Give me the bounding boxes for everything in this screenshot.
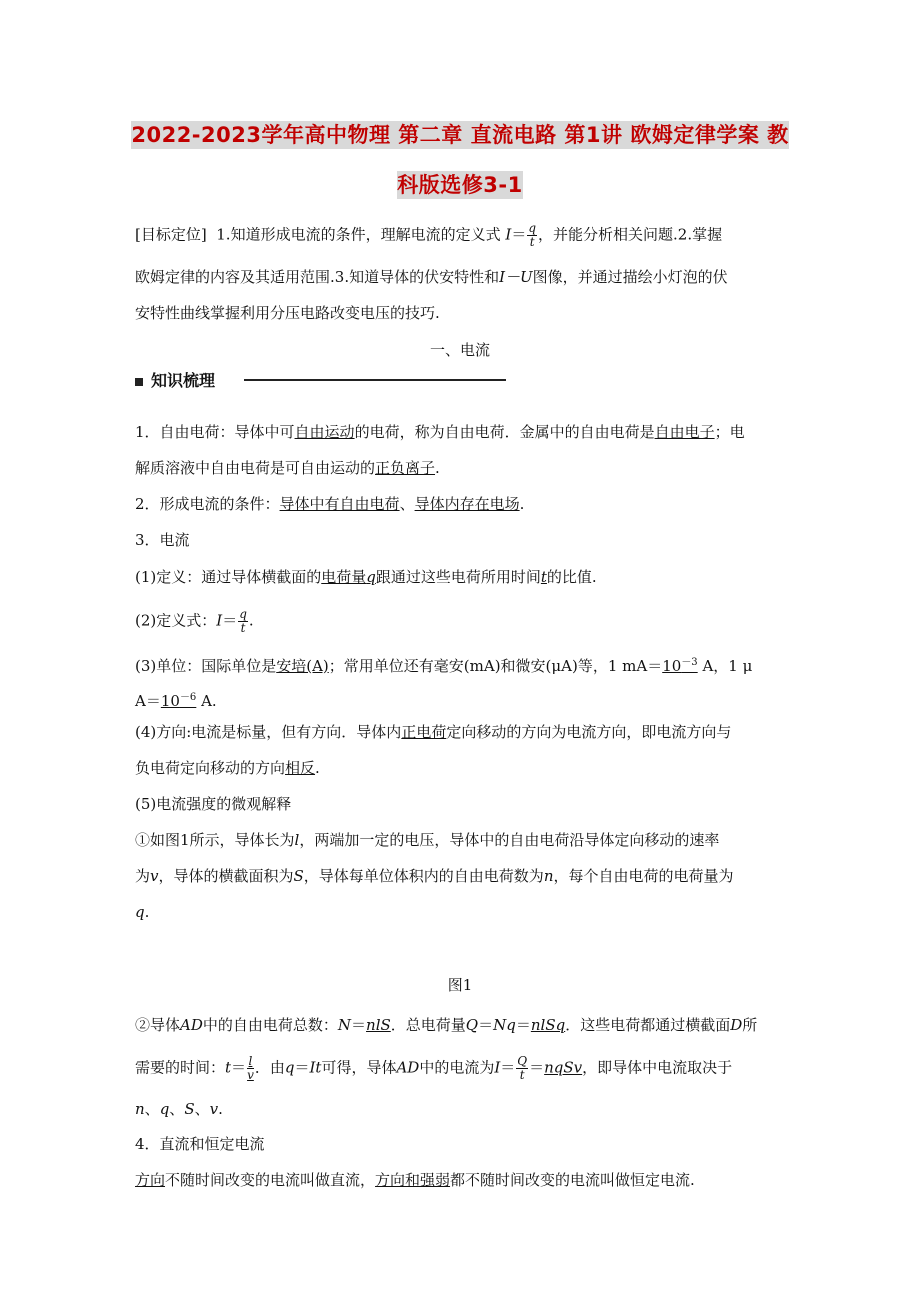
- goal-paragraph-line2: 欧姆定律的内容及其适用范围.3.知道导体的伏安特性和I－U图像，并通过描绘小灯泡的伏: [135, 268, 728, 286]
- heading-rule: [244, 379, 506, 381]
- knowledge-heading: 知识梳理: [135, 368, 215, 391]
- fraction-Q-over-t: $\frac{Q}{t}$: [517, 1054, 528, 1082]
- paragraph-4: (1)定义：通过导体横截面的电荷量q跟通过这些电荷所用时间t的比值.: [135, 568, 597, 586]
- paragraph-3: 3．电流: [135, 531, 190, 549]
- paragraph-14: 方向不随时间改变的电流叫做直流，方向和强弱都不随时间改变的电流叫做恒定电流.: [135, 1171, 695, 1189]
- goal-paragraph-line3: 安特性曲线掌握利用分压电路改变电压的技巧.: [135, 304, 440, 322]
- paragraph-5: (2)定义式：I＝ $\frac{q}{t}$ .: [135, 607, 254, 635]
- fraction-q-over-t: $\frac{q}{t}$: [528, 221, 537, 249]
- paragraph-2: 2．形成电流的条件：导体中有自由电荷、导体内存在电场.: [135, 495, 525, 513]
- paragraph-11: 需要的时间：t＝ $\frac{l}{v}$ ．由q＝It可得，导体AD中的电流为I＝ $\frac{Q}{t}$ ＝nqSv，即导体中电流取决于: [135, 1054, 733, 1082]
- paragraph-6-line2: $A=10^{-6}$ A.: [135, 692, 217, 710]
- document-title-line2: 科版选修3-1: [397, 173, 523, 197]
- paragraph-7-line2: 负电荷定向移动的方向相反.: [135, 759, 320, 777]
- fraction-l-over-v: $\frac{l}{v}$: [247, 1054, 254, 1082]
- paragraph-9-line1: ①如图1所示，导体长为l，两端加一定的电压，导体中的自由电荷沿导体定向移动的速率: [135, 831, 720, 849]
- paragraph-9-line2: 为v，导体的横截面积为S，导体每单位体积内的自由电荷数为n，每个自由电荷的电荷量为: [135, 867, 734, 885]
- paragraph-8: (5)电流强度的微观解释: [135, 795, 292, 813]
- figure-caption: 图1: [447, 976, 473, 994]
- paragraph-6-line1: (3)单位：国际单位是安培(A)；常用单位还有毫安(mA)和微安(μA)等，1 $mA=10^{-3}$ A，1 μ: [135, 657, 753, 675]
- paragraph-9-line3: q.: [135, 903, 150, 921]
- paragraph-7-line1: (4)方向:电流是标量，但有方向．导体内正电荷定向移动的方向为电流方向，即电流方向与: [135, 723, 732, 741]
- paragraph-1-line1: 1．自由电荷：导体中可自由运动的电荷，称为自由电荷．金属中的自由电荷是自由电子；电: [135, 423, 745, 441]
- fraction-q-over-t: $\frac{q}{t}$: [239, 607, 247, 635]
- paragraph-10: ②导体AD中的自由电荷总数：N＝nlS．总电荷量Q＝Nq＝nlSq．这些电荷都通过横截面D所: [135, 1016, 758, 1034]
- document-title-line1: 2022-2023学年高中物理 第二章 直流电路 第1讲 欧姆定律学案 教: [131, 123, 789, 147]
- paragraph-13: 4．直流和恒定电流: [135, 1135, 265, 1153]
- square-bullet-icon: [135, 378, 143, 386]
- goal-label: [目标定位]: [135, 225, 207, 244]
- paragraph-1-line2: 解质溶液中自由电荷是可自由运动的正负离子.: [135, 459, 440, 477]
- section-title: 一、电流: [429, 341, 490, 359]
- goal-paragraph-line1: [目标定位] 1.知道形成电流的条件，理解电流的定义式 I＝ $\frac{q}{t}$ ，并能分析相关问题.2.掌握: [135, 221, 723, 249]
- paragraph-12: n、q、S、v.: [135, 1100, 223, 1118]
